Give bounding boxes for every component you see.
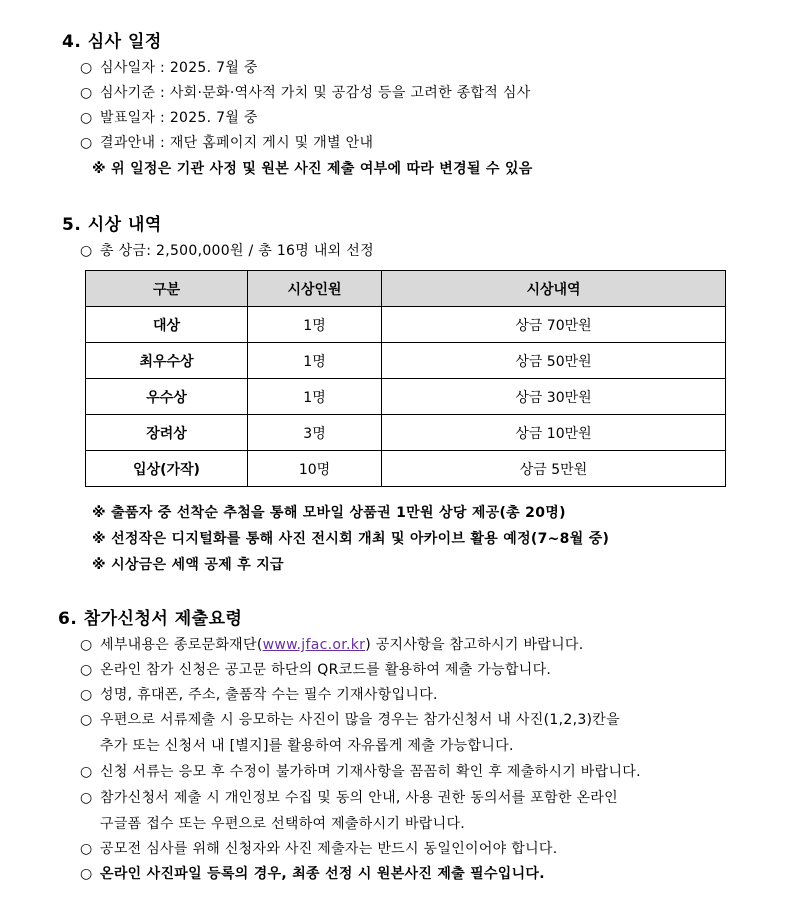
circle-bullet-icon: ○ [80, 243, 93, 259]
circle-bullet-icon: ○ [80, 764, 93, 780]
award-prize: 상금 50만원 [382, 343, 726, 379]
circle-bullet-icon: ○ [80, 712, 93, 728]
award-category: 최우수상 [86, 343, 248, 379]
circle-bullet-icon: ○ [80, 841, 93, 857]
circle-bullet-icon: ○ [80, 85, 93, 101]
circle-bullet-icon: ○ [80, 110, 93, 126]
foundation-website-link[interactable]: www.jfac.or.kr [262, 637, 366, 653]
schedule-note: ※ 위 일정은 기관 사정 및 원본 사진 제출 여부에 따라 변경될 수 있음 [92, 161, 533, 177]
prize-summary [80, 240, 374, 260]
award-category: 장려상 [86, 415, 248, 451]
prize-summary-text: 총 상금: 2,500,000원 / 총 16명 내외 선정 [100, 243, 374, 259]
schedule-item-text: 심사기준 : 사회·문화·역사적 가치 및 공감성 등을 고려한 종합적 심사 [100, 85, 531, 101]
header-category: 구분 [86, 271, 248, 307]
award-count: 1명 [248, 343, 382, 379]
guideline-item [80, 761, 641, 781]
award-count: 1명 [248, 379, 382, 415]
schedule-item-text: 발표일자 : 2025. 7월 중 [100, 110, 258, 126]
award-category: 입상(가작) [86, 451, 248, 487]
header-prize: 시상내역 [382, 271, 726, 307]
guideline-text: 세부내용은 종로문화재단( [100, 637, 263, 653]
table-row [86, 307, 726, 343]
table-row [86, 343, 726, 379]
guideline-text: ) 공지사항을 참고하시기 바랍니다. [365, 637, 584, 653]
section-6-title: 6. 참가신청서 제출요령 [58, 609, 243, 629]
guideline-item [80, 634, 584, 654]
circle-bullet-icon: ○ [80, 790, 93, 806]
guideline-text: 참가신청서 제출 시 개인정보 수집 및 동의 안내, 사용 권한 동의서를 포함한 온라인 [100, 790, 618, 806]
circle-bullet-icon: ○ [80, 662, 93, 678]
schedule-item [80, 132, 373, 152]
award-category: 대상 [86, 307, 248, 343]
circle-bullet-icon: ○ [80, 866, 93, 882]
schedule-item-text: 심사일자 : 2025. 7월 중 [100, 60, 258, 76]
guideline-text: 성명, 휴대폰, 주소, 출품작 수는 필수 기재사항입니다. [100, 687, 438, 703]
award-table [85, 270, 726, 487]
table-row [86, 379, 726, 415]
schedule-item [80, 82, 531, 102]
schedule-item [80, 57, 258, 77]
guideline-text: 신청 서류는 응모 후 수정이 불가하며 기재사항을 꼼꼼히 확인 후 제출하시기 바랍니다. [100, 764, 641, 780]
guideline-continuation: 구글폼 접수 또는 우편으로 선택하여 제출하시기 바랍니다. [100, 816, 466, 832]
circle-bullet-icon: ○ [80, 60, 93, 76]
table-header-row [86, 271, 726, 307]
prize-note: ※ 출품자 중 선착순 추첨을 통해 모바일 상품권 1만원 상당 제공(총 20명) [92, 505, 566, 521]
guideline-item-emphasis [80, 863, 545, 883]
schedule-item [80, 107, 258, 127]
section-4-title: 4. 심사 일정 [62, 32, 162, 52]
guideline-item [80, 659, 551, 679]
guideline-item [80, 684, 438, 704]
award-category: 우수상 [86, 379, 248, 415]
table-row [86, 415, 726, 451]
prize-note: ※ 시상금은 세액 공제 후 지급 [92, 557, 284, 573]
guideline-text: 우편으로 서류제출 시 응모하는 사진이 많을 경우는 참가신청서 내 사진(1,2,3)칸을 [100, 712, 620, 728]
guideline-text: 온라인 사진파일 등록의 경우, 최종 선정 시 원본사진 제출 필수입니다. [100, 866, 545, 882]
section-5-title: 5. 시상 내역 [62, 215, 162, 235]
award-prize: 상금 10만원 [382, 415, 726, 451]
schedule-item-text: 결과안내 : 재단 홈페이지 게시 및 개별 안내 [100, 135, 374, 151]
award-count: 1명 [248, 307, 382, 343]
award-prize: 상금 70만원 [382, 307, 726, 343]
circle-bullet-icon: ○ [80, 135, 93, 151]
award-prize: 상금 30만원 [382, 379, 726, 415]
award-count: 10명 [248, 451, 382, 487]
table-row [86, 451, 726, 487]
guideline-item [80, 709, 620, 729]
guideline-item [80, 787, 618, 807]
guideline-text: 공모전 심사를 위해 신청자와 사진 제출자는 반드시 동일인이어야 합니다. [100, 841, 558, 857]
prize-note: ※ 선정작은 디지털화를 통해 사진 전시회 개최 및 아카이브 활용 예정(7~8월 중) [92, 531, 610, 547]
header-count: 시상인원 [248, 271, 382, 307]
award-prize: 상금 5만원 [382, 451, 726, 487]
guideline-text: 온라인 참가 신청은 공고문 하단의 QR코드를 활용하여 제출 가능합니다. [100, 662, 552, 678]
guideline-item [80, 838, 557, 858]
guideline-continuation: 추가 또는 신청서 내 [별지]를 활용하여 자유롭게 제출 가능합니다. [100, 738, 514, 754]
circle-bullet-icon: ○ [80, 687, 93, 703]
circle-bullet-icon: ○ [80, 637, 93, 653]
award-count: 3명 [248, 415, 382, 451]
